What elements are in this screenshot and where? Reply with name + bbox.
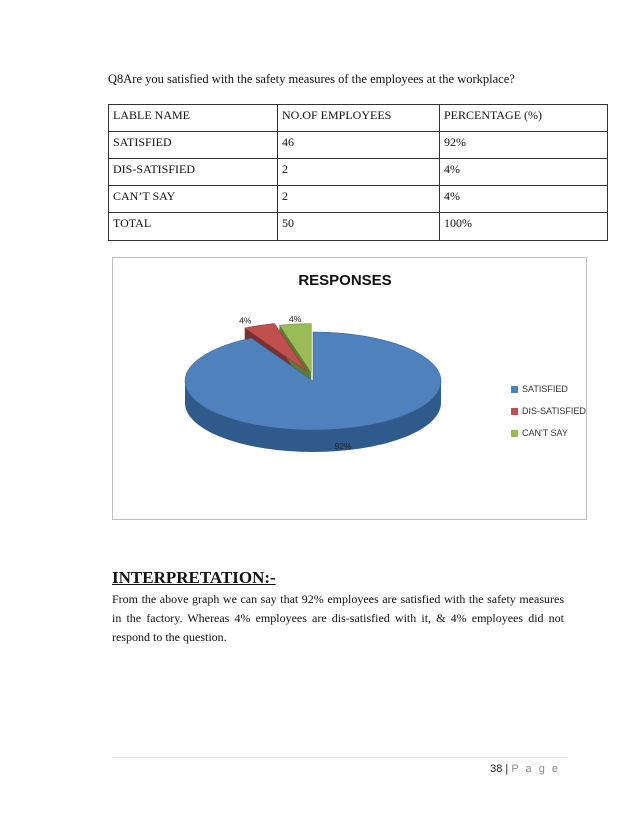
table-cell: 92%: [440, 132, 608, 159]
legend-swatch: [511, 408, 518, 415]
table-header-cell: NO.OF EMPLOYEES: [278, 105, 440, 132]
legend-item: [511, 422, 586, 444]
legend-swatch: [511, 386, 518, 393]
pie-slice-satisfied: [185, 332, 441, 430]
chart-title: RESPONSES: [298, 272, 392, 289]
responses-chart: [112, 257, 587, 520]
table-header-cell: PERCENTAGE (%): [440, 105, 608, 132]
pie-data-label: 4%: [239, 315, 252, 326]
table-row: [109, 159, 608, 186]
legend-item: [511, 400, 586, 422]
page-footer: [490, 763, 560, 775]
footer-separator: |: [505, 763, 509, 775]
table-cell: CAN’T SAY: [109, 186, 278, 213]
table-cell: DIS-SATISFIED: [109, 159, 278, 186]
pie-slices: [185, 323, 441, 430]
interpretation-text: From the above graph we can say that 92% employees are satisfied with the safety measures in the factory. Whereas 4% employees are dis-satisfied with it, & 4% employees did not respond to the question.: [112, 592, 564, 644]
table-cell: 2: [278, 186, 440, 213]
survey-table: [108, 104, 608, 241]
page-word: P a g e: [511, 763, 560, 775]
table-cell: 4%: [440, 186, 608, 213]
question-text: Q8Are you satisfied with the safety measures of the employees at the workplace?: [108, 72, 515, 86]
legend-label: SATISFIED: [522, 384, 568, 394]
table-header-cell: LABLE NAME: [109, 105, 278, 132]
table-row: [109, 213, 608, 241]
table-row: [109, 186, 608, 213]
table-cell: 2: [278, 159, 440, 186]
table-cell: 100%: [440, 213, 608, 241]
table-cell: 46: [278, 132, 440, 159]
pie-data-label: 4%: [289, 314, 302, 325]
legend-item: [511, 378, 586, 400]
page-number: 38: [490, 763, 503, 775]
table-cell: 50: [278, 213, 440, 241]
table-row: [109, 132, 608, 159]
table-cell: 4%: [440, 159, 608, 186]
table-cell: TOTAL: [109, 213, 278, 241]
table-header-row: [109, 105, 608, 132]
legend-label: DIS-SATISFIED: [522, 406, 586, 416]
interpretation-heading: INTERPRETATION:-: [112, 568, 276, 587]
table-cell: SATISFIED: [109, 132, 278, 159]
chart-legend: [511, 378, 586, 444]
legend-label: CAN'T SAY: [522, 428, 568, 438]
footer-divider: [112, 757, 568, 758]
pie-data-label: 92%: [334, 441, 352, 451]
legend-swatch: [511, 430, 518, 437]
